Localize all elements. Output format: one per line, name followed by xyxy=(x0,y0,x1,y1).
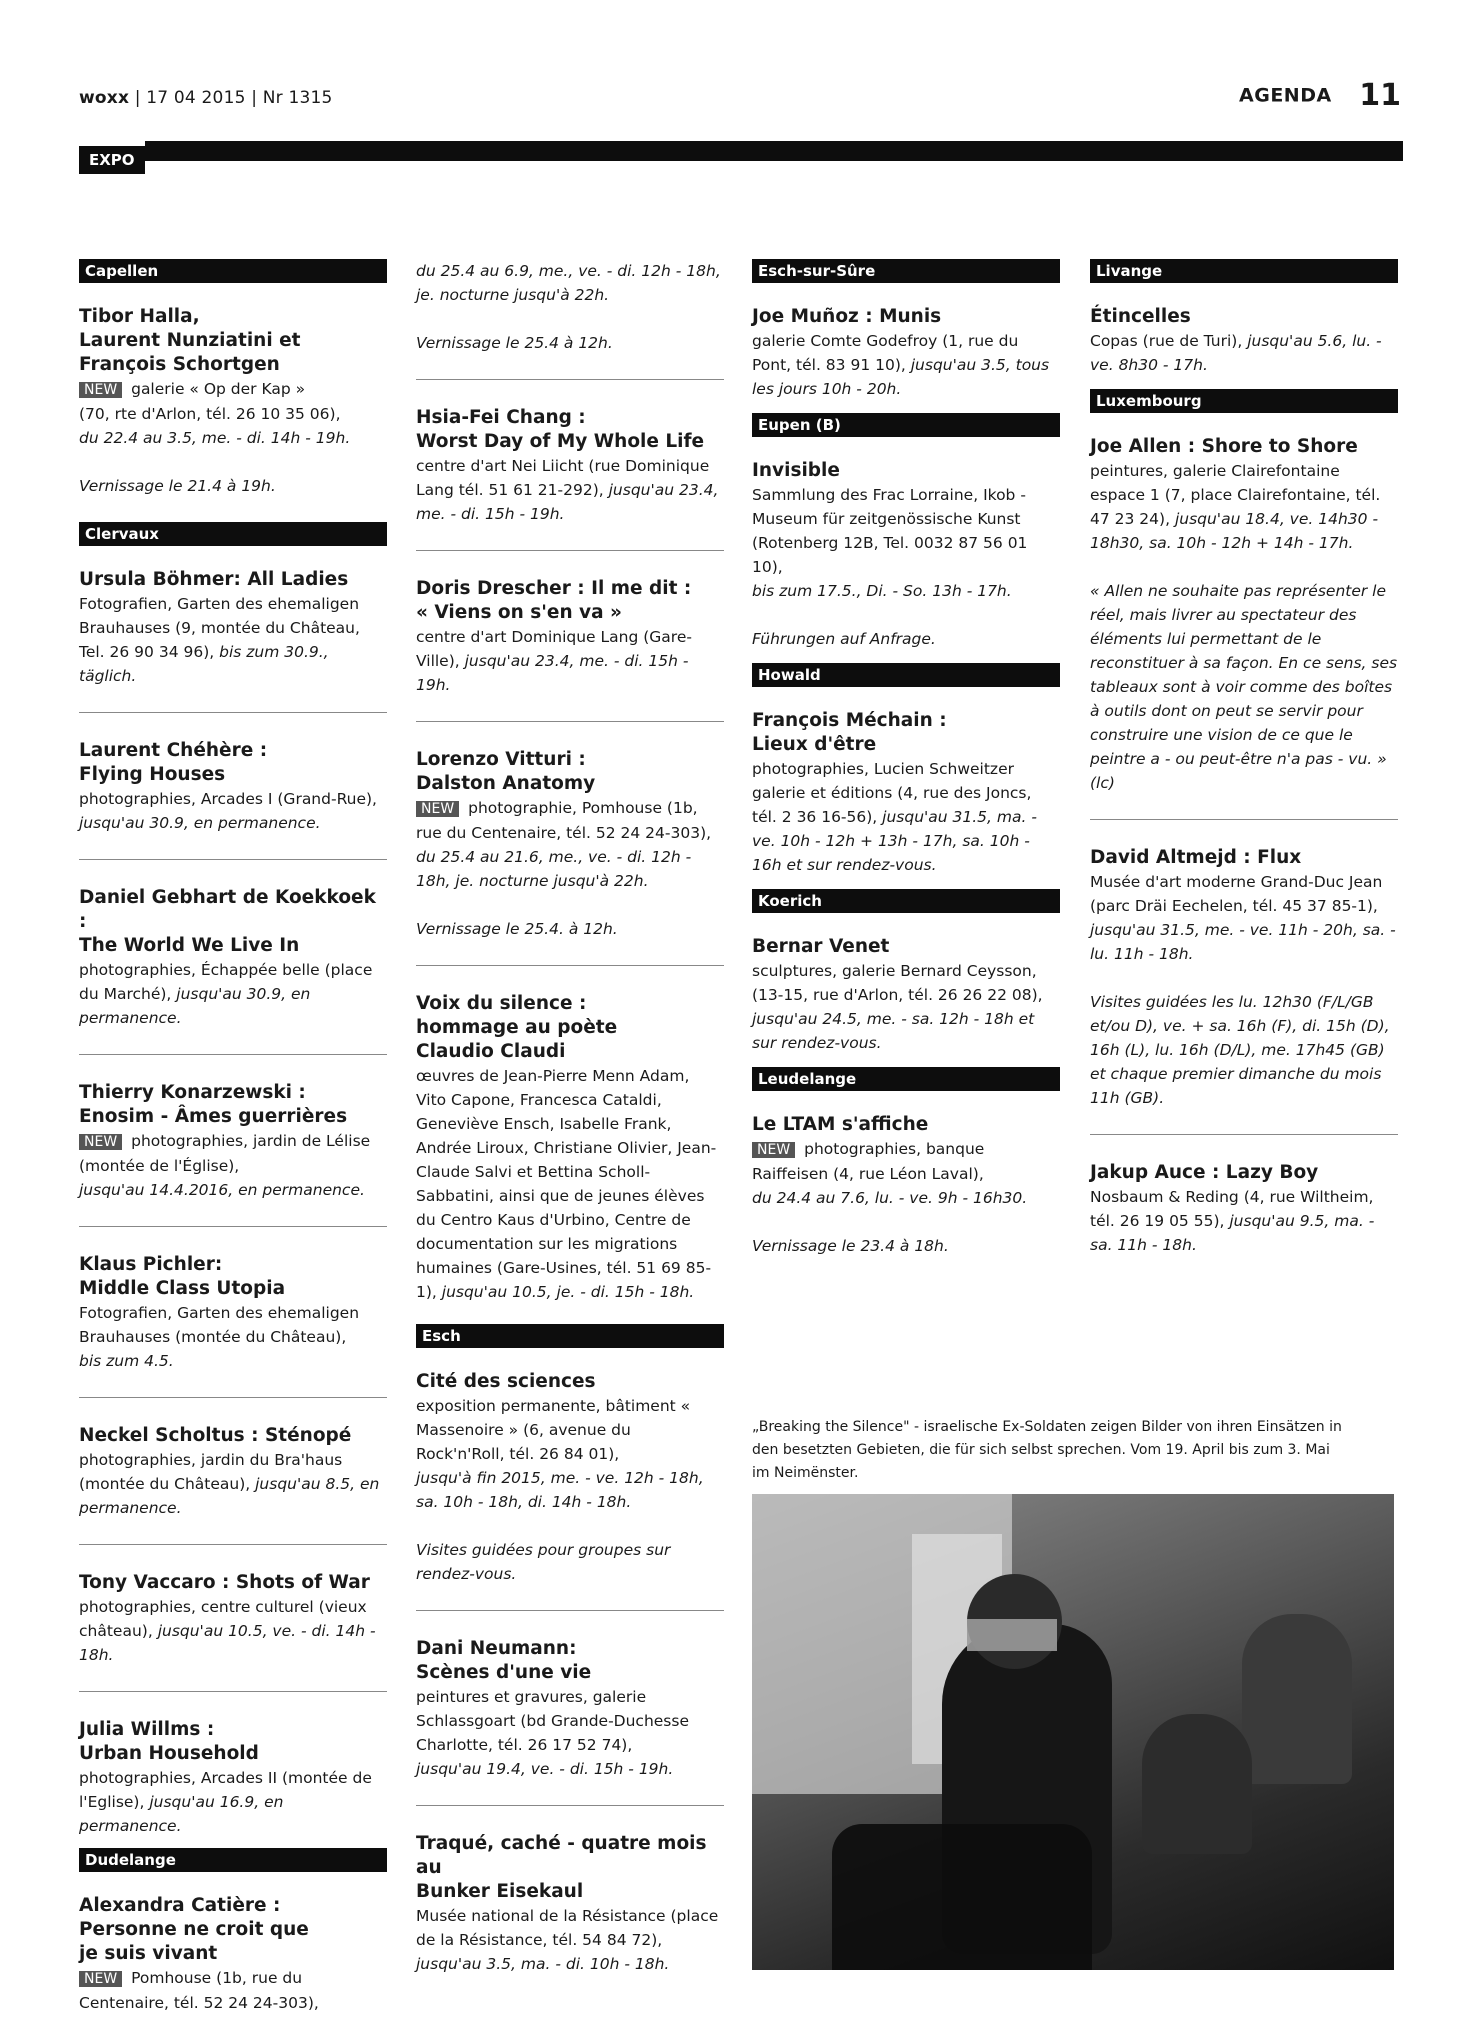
location-livange: Livange xyxy=(1090,259,1398,283)
entry-body: sculptures, galerie Bernard Ceysson, (13-15, rue d'Arlon, tél. 26 26 22 08), jusqu'au 24.5, me. - sa. 12h - 18h et sur rendez-vous. xyxy=(752,962,1043,1052)
entry-title: Tibor Halla, Laurent Nunziatini et François Schortgen xyxy=(79,306,301,375)
section-header xyxy=(1239,78,1401,113)
entry-body: galerie Comte Godefroy (1, rue du Pont, tél. 83 91 10), jusqu'au 3.5, tous les jours 10h - 20h. xyxy=(752,332,1050,398)
entry-title: Traqué, caché - quatre mois au Bunker Eisekaul xyxy=(416,1833,707,1902)
entry-body: photographies, Échappée belle (place du Marché), jusqu'au 30.9, en permanence. xyxy=(79,961,373,1027)
new-badge: NEW xyxy=(79,1134,122,1150)
divider xyxy=(416,1805,724,1806)
entry-body: exposition permanente, bâtiment « Massenoire » (6, avenue du Rock'n'Roll, tél. 26 84 01), jusqu'à fin 2015, me. - ve. 12h - 18h, sa. 10h - 18h, di. 14h - 18h. xyxy=(416,1397,704,1511)
entry-body: œuvres de Jean-Pierre Menn Adam, Vito Capone, Francesca Cataldi, Geneviève Ensch, Isabelle Frank, Andrée Liroux, Christiane Olivier, Jean-Claude Salvi et Bettina Scholl-Sabbatini, ainsi que de jeunes élèves du Centro Kaus d'Urbino, Centre de documentation sur les migrations humaines (Gare-Usines, tél. 51 69 85-1), jusqu'au 10.5, je. - di. 15h - 18h. xyxy=(416,1067,717,1301)
entry-title: François Méchain : Lieux d'être xyxy=(752,710,947,755)
entry-note: Visites guidées les lu. 12h30 (F/L/GB et/ou D), ve. + sa. 16h (F), di. 15h (D), 16h (L), lu. 16h (D/L), me. 17h45 (GB) et chaque premier dimanche du mois 11h (GB). xyxy=(1090,993,1390,1107)
rubric-tag: EXPO xyxy=(79,146,145,174)
divider xyxy=(79,712,387,713)
entry-title: Bernar Venet xyxy=(752,936,890,957)
brand: woxx xyxy=(79,88,130,108)
entry-body: NEW Pomhouse (1b, rue du Centenaire, tél. 52 24 24-303), xyxy=(79,1969,319,2012)
location-clervaux: Clervaux xyxy=(79,522,387,546)
entry-body: peintures et gravures, galerie Schlassgoart (bd Grande-Duchesse Charlotte, tél. 26 17 52 74), jusqu'au 19.4, ve. - di. 15h - 19h. xyxy=(416,1688,689,1778)
new-badge: NEW xyxy=(752,1142,795,1158)
entry-title: Joe Allen : Shore to Shore xyxy=(1090,436,1358,457)
divider xyxy=(79,1544,387,1545)
entry-title: Julia Willms : Urban Household xyxy=(79,1719,259,1764)
divider xyxy=(79,1054,387,1055)
masthead xyxy=(79,88,333,108)
entry-body: photographies, jardin du Bra'haus (montée du Château), jusqu'au 8.5, en permanence. xyxy=(79,1451,380,1517)
entry-body: NEW galerie « Op der Kap » (70, rte d'Arlon, tél. 26 10 35 06), du 22.4 au 3.5, me. - di. 14h - 19h. xyxy=(79,380,351,447)
entry-body: Copas (rue de Turi), jusqu'au 5.6, lu. - ve. 8h30 - 17h. xyxy=(1090,332,1382,374)
entry-title: Lorenzo Vitturi : Dalston Anatomy xyxy=(416,749,596,794)
entry-title: Hsia-Fei Chang : Worst Day of My Whole Life xyxy=(416,407,705,452)
entry-body: photographies, Arcades II (montée de l'Eglise), jusqu'au 16.9, en permanence. xyxy=(79,1769,372,1835)
photo xyxy=(752,1494,1394,1970)
entry-note: Vernissage le 21.4 à 19h. xyxy=(79,477,276,495)
entry-body: Fotografien, Garten des ehemaligen Brauhauses (montée du Château), bis zum 4.5. xyxy=(79,1304,360,1370)
entry-title: Doris Drescher : Il me dit : « Viens on s'en va » xyxy=(416,578,692,623)
entry-title: Le LTAM s'affiche xyxy=(752,1114,929,1135)
entry-note: Vernissage le 23.4 à 18h. xyxy=(752,1237,949,1255)
entry-note: Vernissage le 25.4. à 12h. xyxy=(416,920,618,938)
new-badge: NEW xyxy=(416,801,459,817)
entry-body: photographies, centre culturel (vieux château), jusqu'au 10.5, ve. - di. 14h - 18h. xyxy=(79,1598,376,1664)
entry-title: Joe Muñoz : Munis xyxy=(752,306,942,327)
entry-body: NEW photographie, Pomhouse (1b, rue du Centenaire, tél. 52 24 24-303), du 25.4 au 21.6, me., ve. - di. 12h - 18h, je. nocturne jusqu'à 22h. xyxy=(416,799,712,890)
divider xyxy=(416,379,724,380)
entry-body: NEW photographies, banque Raiffeisen (4, rue Léon Laval), du 24.4 au 7.6, lu. - ve. 9h - 16h30. xyxy=(752,1140,1028,1207)
divider xyxy=(416,550,724,551)
column-3 xyxy=(752,259,1060,1258)
divider xyxy=(416,1610,724,1611)
entry-title: Cité des sciences xyxy=(416,1371,596,1392)
entry-body: peintures, galerie Clairefontaine espace 1 (7, place Clairefontaine, tél. 47 23 24), jusqu'au 18.4, ve. 14h30 - 18h30, sa. 10h - 12h + 14h - 17h. xyxy=(1090,462,1381,552)
divider xyxy=(79,1226,387,1227)
divider xyxy=(416,721,724,722)
header-rule xyxy=(145,141,1403,161)
entry-body: Musée d'art moderne Grand-Duc Jean (parc Dräi Eechelen, tél. 45 37 85-1), jusqu'au 31.5, me. - ve. 11h - 20h, sa. - lu. 11h - 18h. xyxy=(1090,873,1396,963)
entry-body: Fotografien, Garten des ehemaligen Brauhauses (9, montée du Château, Tel. 26 90 34 96), bis zum 30.9., täglich. xyxy=(79,595,360,685)
entry-note: Visites guidées pour groupes sur rendez-vous. xyxy=(416,1541,671,1583)
divider xyxy=(79,1397,387,1398)
entry-title: David Altmejd : Flux xyxy=(1090,847,1302,868)
entry-note: Führungen auf Anfrage. xyxy=(752,630,936,648)
divider xyxy=(1090,1134,1398,1135)
location-esch: Esch xyxy=(416,1324,724,1348)
entry-title: Ursula Böhmer: All Ladies xyxy=(79,569,349,590)
entry-title: Tony Vaccaro : Shots of War xyxy=(79,1572,370,1593)
entry-note: « Allen ne souhaite pas représenter le réel, mais livrer au spectateur des éléments lui permettant de le reconstituer à sa façon. En ce sens, ses tableaux sont à voir comme des boîtes à outils dont on peut se servir pour construire une vision de ce que le peintre a - ou peut-être n'a pas - vu. » (lc) xyxy=(1090,582,1398,792)
location-capellen: Capellen xyxy=(79,259,387,283)
location-howald: Howald xyxy=(752,663,1060,687)
section-title: AGENDA xyxy=(1239,84,1332,107)
entry-body: Musée national de la Résistance (place de la Résistance, tél. 54 84 72), jusqu'au 3.5, ma. - di. 10h - 18h. xyxy=(416,1907,719,1973)
entry-body: photographies, Lucien Schweitzer galerie et éditions (4, rue des Joncs, tél. 2 36 16-56), jusqu'au 31.5, ma. - ve. 10h - 12h + 13h - 17h, sa. 10h - 16h et sur rendez-vous. xyxy=(752,760,1037,874)
location-dudelange: Dudelange xyxy=(79,1848,387,1872)
page-number: 11 xyxy=(1359,78,1401,113)
entry-title: Laurent Chéhère : Flying Houses xyxy=(79,740,268,785)
divider xyxy=(79,859,387,860)
entry-body: NEW photographies, jardin de Lélise (montée de l'Église), jusqu'au 14.4.2016, en permanence. xyxy=(79,1132,371,1199)
entry-note: Vernissage le 25.4 à 12h. xyxy=(416,334,613,352)
photo-caption: „Breaking the Silence" - israelische Ex-Soldaten zeigen Bilder von ihren Einsätzen in den besetzten Gebieten, die für sich selbst sprechen. Vom 19. April bis zum 3. Mai im Neimënster. xyxy=(752,1419,1342,1481)
divider xyxy=(1090,819,1398,820)
entry-title: Invisible xyxy=(752,460,840,481)
entry-title: Neckel Scholtus : Sténopé xyxy=(79,1425,352,1446)
entry-body: Nosbaum & Reding (4, rue Wiltheim, tél. 26 19 05 55), jusqu'au 9.5, ma. - sa. 11h - 18h. xyxy=(1090,1188,1375,1254)
location-leudelange: Leudelange xyxy=(752,1067,1060,1091)
column-1 xyxy=(79,259,387,2015)
issue-date: | 17 04 2015 | Nr 1315 xyxy=(134,88,333,108)
entry-body: du 25.4 au 6.9, me., ve. - di. 12h - 18h, je. nocturne jusqu'à 22h. xyxy=(416,262,721,304)
location-koerich: Koerich xyxy=(752,889,1060,913)
entry-title: Thierry Konarzewski : Enosim - Âmes guerrières xyxy=(79,1082,348,1127)
entry-title: Jakup Auce : Lazy Boy xyxy=(1090,1162,1319,1183)
location-esch-sur-sure: Esch-sur-Sûre xyxy=(752,259,1060,283)
entry-title: Dani Neumann: Scènes d'une vie xyxy=(416,1638,592,1683)
entry-title: Daniel Gebhart de Koekkoek : The World We Live In xyxy=(79,887,376,956)
entry-body: Sammlung des Frac Lorraine, Ikob - Museum für zeitgenössische Kunst (Rotenberg 12B, Tel. 0032 87 56 01 10), bis zum 17.5., Di. - So. 13h - 17h. xyxy=(752,486,1028,600)
entry-title: Étincelles xyxy=(1090,306,1191,327)
divider xyxy=(416,965,724,966)
location-luxembourg: Luxembourg xyxy=(1090,389,1398,413)
entry-title: Alexandra Catière : Personne ne croit que je suis vivant xyxy=(79,1895,309,1964)
entry-title: Voix du silence : hommage au poète Claudio Claudi xyxy=(416,993,618,1062)
entry-body: centre d'art Nei Liicht (rue Dominique Lang tél. 51 61 21-292), jusqu'au 23.4, me. - di. 15h - 19h. xyxy=(416,457,719,523)
entry-body: centre d'art Dominique Lang (Gare-Ville), jusqu'au 23.4, me. - di. 15h - 19h. xyxy=(416,628,692,694)
new-badge: NEW xyxy=(79,1971,122,1987)
entry-title: Klaus Pichler: Middle Class Utopia xyxy=(79,1254,286,1299)
divider xyxy=(79,1691,387,1692)
new-badge: NEW xyxy=(79,382,122,398)
location-eupen: Eupen (B) xyxy=(752,413,1060,437)
column-2 xyxy=(416,259,724,1976)
column-4 xyxy=(1090,259,1398,1257)
entry-body: photographies, Arcades I (Grand-Rue), jusqu'au 30.9, en permanence. xyxy=(79,790,377,832)
